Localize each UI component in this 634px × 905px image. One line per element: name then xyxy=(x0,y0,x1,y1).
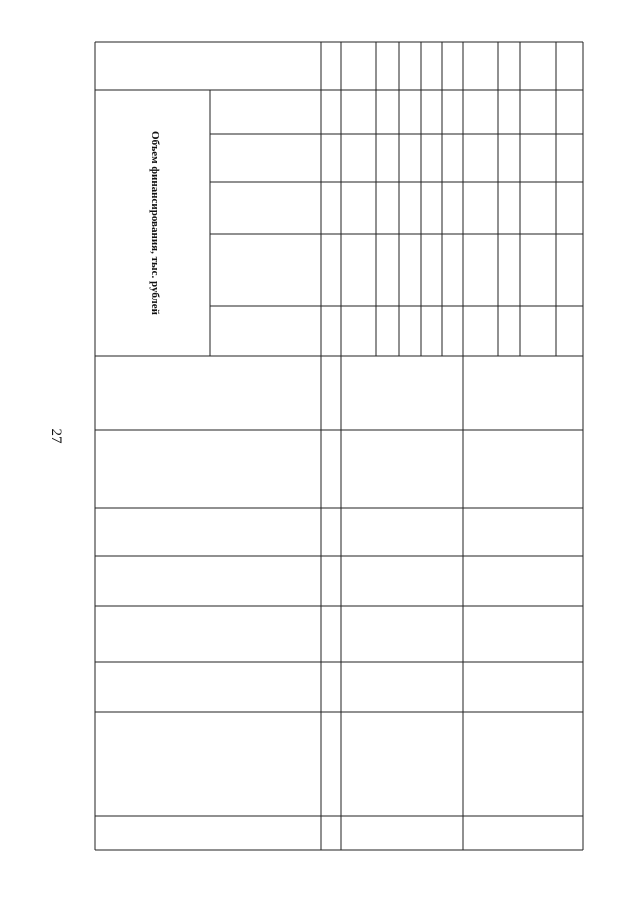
table-grid xyxy=(95,42,583,850)
page-number: 27 xyxy=(48,428,64,444)
header-funding: Объем финансирования, тыс. рублей xyxy=(149,131,161,315)
